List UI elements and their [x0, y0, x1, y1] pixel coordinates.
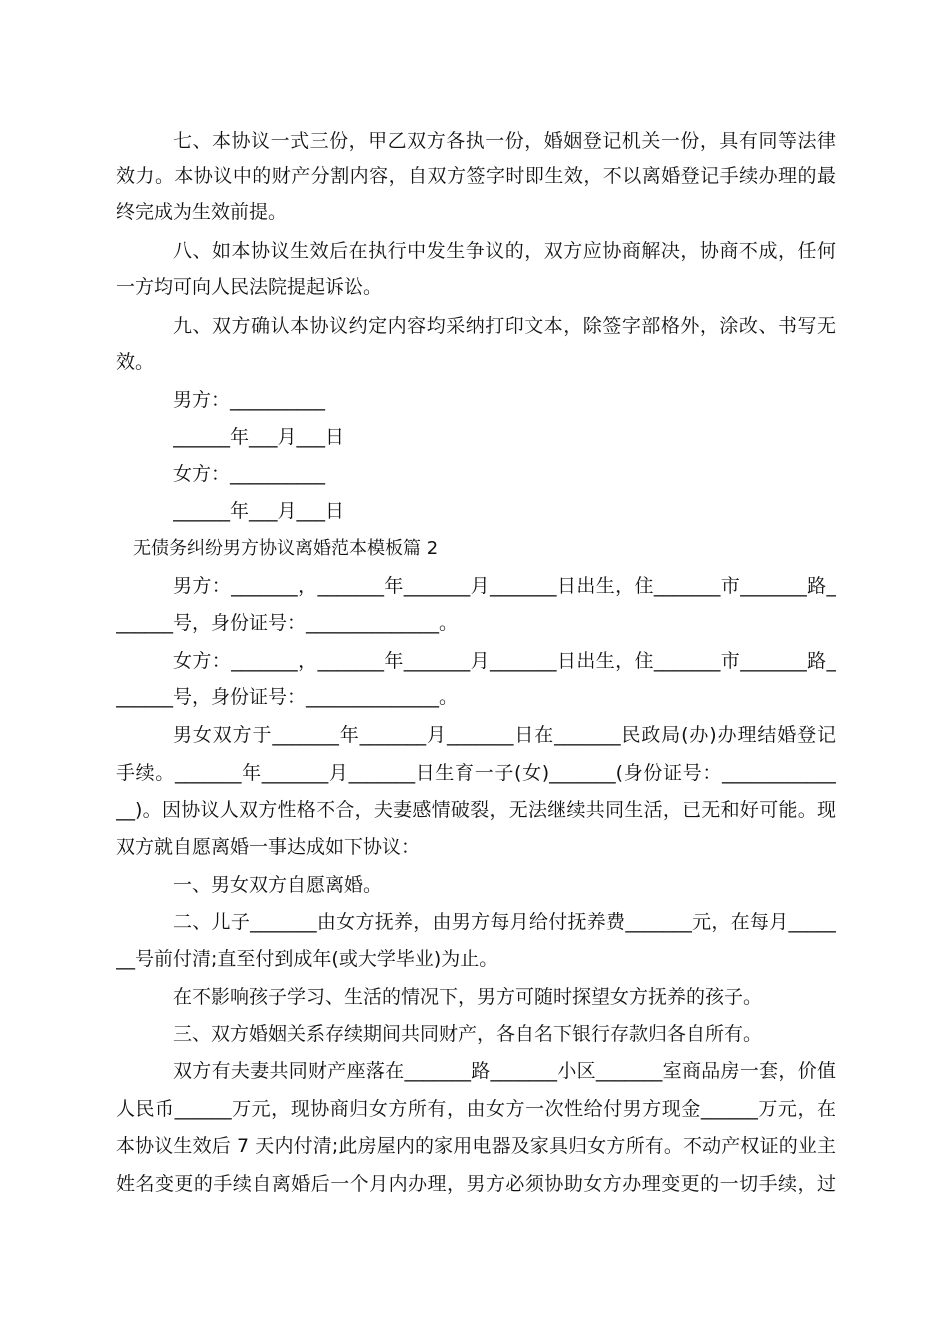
- paragraph-line: 七、本协议一式三份，甲乙双方各执一份，婚姻登记机关一份，具有同等法律: [173, 130, 836, 152]
- paragraph-line: 人民币______万元，现协商归女方所有，由女方一次性给付男方现金______万元，在: [116, 1098, 836, 1120]
- paragraph-line: 男女双方于_______年_______月_______日在_______民政局(办)办理结婚登记: [173, 724, 836, 746]
- paragraph-line: ______号，身份证号：______________。: [116, 612, 459, 634]
- date-line: ______年___月___日: [173, 426, 345, 448]
- signature-line-male: 男方：__________: [173, 389, 326, 411]
- paragraph-line: 一、男女双方自愿离婚。: [173, 874, 383, 896]
- paragraph-line: 女方：_______，_______年_______月_______日出生，住_______市_______路_: [173, 650, 836, 672]
- paragraph-line: 效力。本协议中的财产分割内容，自双方签字时即生效，不以离婚登记手续办理的最: [116, 165, 836, 187]
- paragraph-line: 八、如本协议生效后在执行中发生争议的，双方应协商解决，协商不成，任何: [173, 240, 836, 262]
- paragraph-line: __号前付清;直至付到成年(或大学毕业)为止。: [116, 948, 499, 970]
- paragraph-line: 九、双方确认本协议约定内容均采纳打印文本，除签字部格外，涂改、书写无: [173, 315, 836, 337]
- paragraph-line: 本协议生效后 7 天内付清;此房屋内的家用电器及家具归女方所有。不动产权证的业主: [116, 1135, 836, 1157]
- paragraph-line: 三、双方婚姻关系存续期间共同财产，各自名下银行存款归各自所有。: [173, 1023, 763, 1045]
- section-heading: 无债务纠纷男方协议离婚范本模板篇 2: [133, 538, 439, 559]
- paragraph-line: 一方均可向人民法院提起诉讼。: [116, 276, 383, 298]
- paragraph-line: 姓名变更的手续自离婚后一个月内办理，男方必须协助女方办理变更的一切手续，过: [116, 1173, 836, 1195]
- signature-line-female: 女方：__________: [173, 463, 326, 485]
- date-line: ______年___月___日: [173, 500, 345, 522]
- paragraph-line: 手续。_______年_______月_______日生育一子(女)_______(身份证号：____________: [116, 762, 836, 784]
- paragraph-line: 终完成为生效前提。: [116, 201, 288, 223]
- paragraph-line: ______号，身份证号：______________。: [116, 686, 459, 708]
- paragraph-line: 双方就自愿离婚一事达成如下协议：: [116, 836, 421, 858]
- paragraph-line: 男方：_______，_______年_______月_______日出生，住_______市_______路_: [173, 575, 836, 597]
- paragraph-line: __)。因协议人双方性格不合，夫妻感情破裂，无法继续共同生活，已无和好可能。现: [116, 799, 836, 821]
- paragraph-line: 在不影响孩子学习、生活的情况下，男方可随时探望女方抚养的孩子。: [173, 986, 763, 1008]
- paragraph-line: 二、儿子_______由女方抚养，由男方每月给付抚养费_______元，在每月_____: [173, 911, 836, 933]
- paragraph-line: 双方有夫妻共同财产座落在_______路_______小区_______室商品房一套，价值: [173, 1060, 836, 1082]
- paragraph-line: 效。: [116, 351, 155, 373]
